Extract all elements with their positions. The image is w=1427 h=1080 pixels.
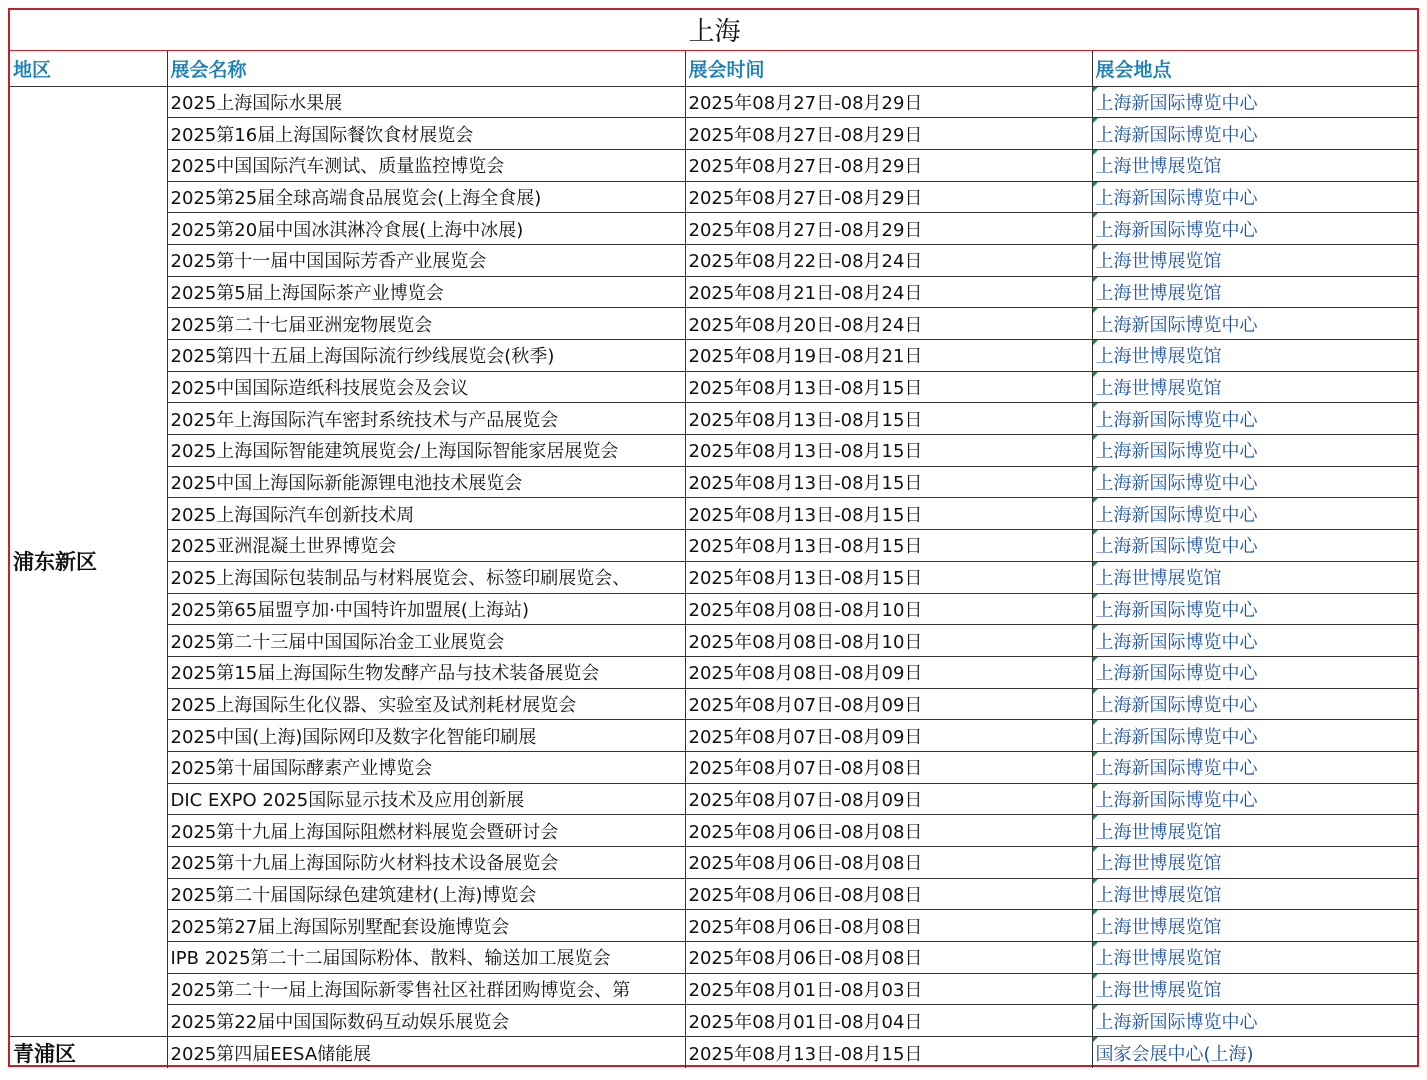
exhibition-time-cell: 2025年08月13日-08月15日 (685, 1037, 1092, 1069)
exhibition-time-cell: 2025年08月13日-08月15日 (685, 403, 1092, 435)
table-row (10, 942, 1419, 974)
exhibition-name-cell: 2025第十九届上海国际防火材料技术设备展览会 (167, 847, 685, 879)
header-region: 地区 (10, 50, 167, 86)
table-row (10, 1005, 1419, 1037)
exhibition-venue-cell: 上海世博展览馆 (1092, 244, 1419, 276)
table-row (10, 530, 1419, 562)
table-row (10, 878, 1419, 910)
exhibition-name-cell: 2025中国(上海)国际网印及数字化智能印刷展 (167, 720, 685, 752)
exhibition-time-cell: 2025年08月21日-08月24日 (685, 276, 1092, 308)
exhibition-name-cell: 2025上海国际生化仪器、实验室及试剂耗材展览会 (167, 688, 685, 720)
exhibition-time-cell: 2025年08月20日-08月24日 (685, 308, 1092, 340)
exhibition-name-cell: 2025第二十一届上海国际新零售社区社群团购博览会、第 (167, 973, 685, 1005)
exhibition-venue-cell: 上海新国际博览中心 (1092, 625, 1419, 657)
table-row (10, 86, 1419, 118)
exhibition-time-cell: 2025年08月06日-08月08日 (685, 942, 1092, 974)
exhibition-name-cell: 2025年上海国际汽车密封系统技术与产品展览会 (167, 403, 685, 435)
exhibition-name-cell: 2025第十一届中国国际芳香产业展览会 (167, 244, 685, 276)
exhibition-name-cell: 2025上海国际智能建筑展览会/上海国际智能家居展览会 (167, 435, 685, 467)
region-cell: 青浦区 (10, 1037, 167, 1069)
exhibition-name-cell: IPB 2025第二十二届国际粉体、散料、输送加工展览会 (167, 942, 685, 974)
exhibition-venue-cell: 上海世博展览馆 (1092, 973, 1419, 1005)
table-row (10, 847, 1419, 879)
exhibition-time-cell: 2025年08月13日-08月15日 (685, 561, 1092, 593)
region-cell: 浦东新区 (10, 86, 167, 1037)
table-row (10, 783, 1419, 815)
exhibition-venue-cell: 上海世博展览馆 (1092, 815, 1419, 847)
exhibition-name-cell: 2025第25届全球高端食品展览会(上海全食展) (167, 181, 685, 213)
header-name: 展会名称 (167, 50, 685, 86)
table-row (10, 751, 1419, 783)
exhibition-time-cell: 2025年08月01日-08月03日 (685, 973, 1092, 1005)
exhibition-name-cell: 2025第20届中国冰淇淋冷食展(上海中冰展) (167, 213, 685, 245)
exhibition-venue-cell: 上海新国际博览中心 (1092, 213, 1419, 245)
exhibition-name-cell: 2025中国国际汽车测试、质量监控博览会 (167, 149, 685, 181)
header-row (10, 50, 1419, 86)
exhibition-venue-cell: 上海世博展览馆 (1092, 371, 1419, 403)
exhibition-name-cell: 2025第15届上海国际生物发酵产品与技术装备展览会 (167, 656, 685, 688)
exhibition-time-cell: 2025年08月27日-08月29日 (685, 181, 1092, 213)
exhibition-name-cell: 2025中国国际造纸科技展览会及会议 (167, 371, 685, 403)
exhibition-time-cell: 2025年08月27日-08月29日 (685, 118, 1092, 150)
exhibition-time-cell: 2025年08月08日-08月09日 (685, 656, 1092, 688)
table-row (10, 593, 1419, 625)
header-time: 展会时间 (685, 50, 1092, 86)
exhibition-venue-cell: 上海新国际博览中心 (1092, 656, 1419, 688)
exhibition-time-cell: 2025年08月13日-08月15日 (685, 498, 1092, 530)
table-row (10, 244, 1419, 276)
table-row (10, 118, 1419, 150)
table-row (10, 371, 1419, 403)
exhibition-venue-cell: 上海世博展览馆 (1092, 276, 1419, 308)
exhibition-venue-cell: 上海新国际博览中心 (1092, 466, 1419, 498)
exhibition-time-cell: 2025年08月06日-08月08日 (685, 847, 1092, 879)
table-row (10, 656, 1419, 688)
exhibition-time-cell: 2025年08月13日-08月15日 (685, 466, 1092, 498)
exhibition-venue-cell: 上海新国际博览中心 (1092, 118, 1419, 150)
table-row (10, 720, 1419, 752)
exhibition-venue-cell: 上海新国际博览中心 (1092, 530, 1419, 562)
exhibition-time-cell: 2025年08月06日-08月08日 (685, 878, 1092, 910)
exhibition-time-cell: 2025年08月19日-08月21日 (685, 340, 1092, 372)
table-row (10, 213, 1419, 245)
table-row (10, 561, 1419, 593)
table-row (10, 308, 1419, 340)
title-row (10, 10, 1419, 50)
exhibition-time-cell: 2025年08月27日-08月29日 (685, 86, 1092, 118)
table-row (10, 181, 1419, 213)
exhibition-name-cell: 2025第5届上海国际茶产业博览会 (167, 276, 685, 308)
table-row (10, 435, 1419, 467)
exhibition-time-cell: 2025年08月22日-08月24日 (685, 244, 1092, 276)
exhibition-venue-cell: 国家会展中心(上海) (1092, 1037, 1419, 1069)
exhibition-time-cell: 2025年08月01日-08月04日 (685, 1005, 1092, 1037)
exhibition-venue-cell: 上海新国际博览中心 (1092, 403, 1419, 435)
exhibition-venue-cell: 上海世博展览馆 (1092, 149, 1419, 181)
exhibition-time-cell: 2025年08月13日-08月15日 (685, 371, 1092, 403)
exhibition-venue-cell: 上海世博展览馆 (1092, 847, 1419, 879)
exhibition-name-cell: 2025第27届上海国际别墅配套设施博览会 (167, 910, 685, 942)
exhibition-sheet (8, 8, 1419, 1067)
exhibition-venue-cell: 上海世博展览馆 (1092, 878, 1419, 910)
exhibition-venue-cell: 上海新国际博览中心 (1092, 435, 1419, 467)
exhibition-name-cell: DIC EXPO 2025国际显示技术及应用创新展 (167, 783, 685, 815)
exhibition-name-cell: 2025中国上海国际新能源锂电池技术展览会 (167, 466, 685, 498)
exhibition-name-cell: 2025上海国际包装制品与材料展览会、标签印刷展览会、 (167, 561, 685, 593)
table-row (10, 910, 1419, 942)
exhibition-name-cell: 2025第二十七届亚洲宠物展览会 (167, 308, 685, 340)
table-row (10, 403, 1419, 435)
exhibition-time-cell: 2025年08月08日-08月10日 (685, 593, 1092, 625)
table-row (10, 498, 1419, 530)
table-row (10, 688, 1419, 720)
exhibition-venue-cell: 上海世博展览馆 (1092, 340, 1419, 372)
table-row (10, 340, 1419, 372)
sheet-title: 上海 (10, 10, 1419, 50)
exhibition-time-cell: 2025年08月07日-08月09日 (685, 783, 1092, 815)
exhibition-venue-cell: 上海新国际博览中心 (1092, 751, 1419, 783)
exhibition-venue-cell: 上海新国际博览中心 (1092, 720, 1419, 752)
exhibition-name-cell: 2025第四届EESA储能展 (167, 1037, 685, 1069)
table-row (10, 1037, 1419, 1069)
exhibition-venue-cell: 上海新国际博览中心 (1092, 1005, 1419, 1037)
exhibition-venue-cell: 上海新国际博览中心 (1092, 783, 1419, 815)
exhibition-venue-cell: 上海新国际博览中心 (1092, 498, 1419, 530)
exhibition-table (10, 10, 1419, 1068)
exhibition-time-cell: 2025年08月27日-08月29日 (685, 149, 1092, 181)
table-row (10, 973, 1419, 1005)
exhibition-time-cell: 2025年08月08日-08月10日 (685, 625, 1092, 657)
exhibition-name-cell: 2025第四十五届上海国际流行纱线展览会(秋季) (167, 340, 685, 372)
table-row (10, 276, 1419, 308)
exhibition-time-cell: 2025年08月07日-08月09日 (685, 688, 1092, 720)
exhibition-name-cell: 2025第16届上海国际餐饮食材展览会 (167, 118, 685, 150)
exhibition-name-cell: 2025上海国际汽车创新技术周 (167, 498, 685, 530)
exhibition-venue-cell: 上海新国际博览中心 (1092, 593, 1419, 625)
exhibition-name-cell: 2025第65届盟亨加·中国特许加盟展(上海站) (167, 593, 685, 625)
exhibition-time-cell: 2025年08月06日-08月08日 (685, 910, 1092, 942)
exhibition-name-cell: 2025第22届中国国际数码互动娱乐展览会 (167, 1005, 685, 1037)
exhibition-time-cell: 2025年08月07日-08月09日 (685, 720, 1092, 752)
exhibition-venue-cell: 上海世博展览馆 (1092, 942, 1419, 974)
exhibition-venue-cell: 上海新国际博览中心 (1092, 86, 1419, 118)
exhibition-name-cell: 2025第二十三届中国国际冶金工业展览会 (167, 625, 685, 657)
exhibition-venue-cell: 上海新国际博览中心 (1092, 181, 1419, 213)
exhibition-venue-cell: 上海世博展览馆 (1092, 910, 1419, 942)
header-venue: 展会地点 (1092, 50, 1419, 86)
exhibition-time-cell: 2025年08月27日-08月29日 (685, 213, 1092, 245)
exhibition-venue-cell: 上海世博展览馆 (1092, 561, 1419, 593)
exhibition-venue-cell: 上海新国际博览中心 (1092, 308, 1419, 340)
exhibition-time-cell: 2025年08月06日-08月08日 (685, 815, 1092, 847)
exhibition-name-cell: 2025第十届国际酵素产业博览会 (167, 751, 685, 783)
table-row (10, 149, 1419, 181)
exhibition-time-cell: 2025年08月13日-08月15日 (685, 435, 1092, 467)
exhibition-name-cell: 2025亚洲混凝土世界博览会 (167, 530, 685, 562)
table-row (10, 625, 1419, 657)
exhibition-venue-cell: 上海新国际博览中心 (1092, 688, 1419, 720)
exhibition-name-cell: 2025第十九届上海国际阻燃材料展览会暨研讨会 (167, 815, 685, 847)
exhibition-name-cell: 2025第二十届国际绿色建筑建材(上海)博览会 (167, 878, 685, 910)
exhibition-time-cell: 2025年08月13日-08月15日 (685, 530, 1092, 562)
exhibition-time-cell: 2025年08月07日-08月08日 (685, 751, 1092, 783)
exhibition-name-cell: 2025上海国际水果展 (167, 86, 685, 118)
table-row (10, 815, 1419, 847)
table-row (10, 466, 1419, 498)
